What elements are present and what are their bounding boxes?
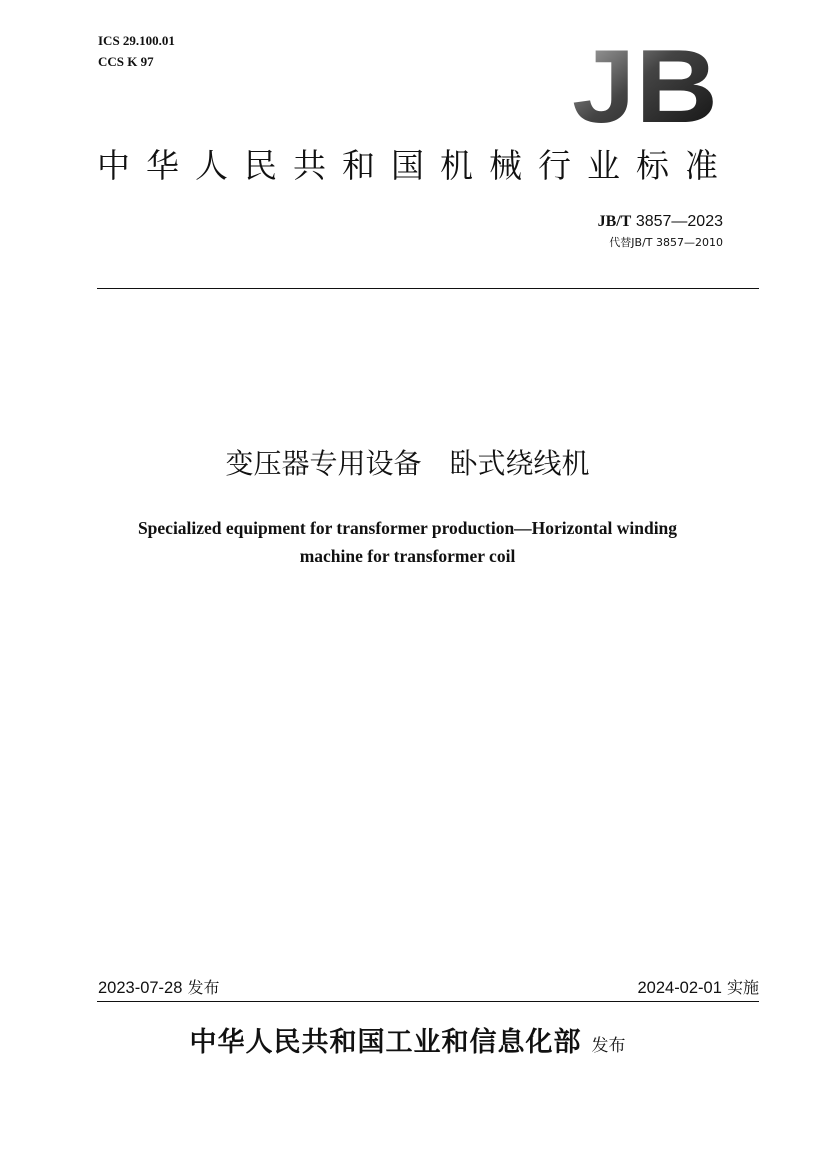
- issue-date-block: [98, 976, 220, 1000]
- bottom-divider: [97, 1001, 759, 1002]
- logo-text: JB: [572, 38, 718, 128]
- implementation-date-block: [637, 976, 759, 1000]
- ics-code: ICS 29.100.01: [98, 33, 175, 48]
- publisher-block: [0, 1022, 815, 1067]
- jb-logo: [570, 38, 720, 128]
- english-title-line-1: Specialized equipment for transformer production—Horizontal winding: [137, 518, 678, 538]
- replaces-standard: 代替JB/T 3857—2010: [609, 236, 723, 249]
- classification-codes: [98, 30, 175, 72]
- chinese-title: 变压器专用设备 卧式绕线机: [225, 447, 590, 480]
- top-divider: [97, 288, 759, 289]
- standard-number-value: 3857—2023: [635, 213, 723, 230]
- publisher-organization: 中华人民共和国工业和信息化部: [189, 1027, 582, 1058]
- implementation-label: 实施: [726, 978, 759, 997]
- issue-label: 发布: [187, 978, 220, 997]
- english-title: [100, 514, 715, 570]
- english-title-line-2: machine for transformer coil: [299, 546, 516, 566]
- ccs-code: CCS K 97: [98, 54, 154, 69]
- standard-number: [598, 212, 723, 232]
- standard-number-block: [598, 212, 723, 252]
- publisher-action: 发布: [591, 1036, 626, 1056]
- standard-type-title: 中华人民共和国机械行业标准: [97, 146, 734, 185]
- standard-number-prefix: JB/T: [597, 213, 632, 230]
- issue-date: 2023-07-28: [98, 979, 183, 997]
- implementation-date: 2024-02-01: [637, 979, 722, 997]
